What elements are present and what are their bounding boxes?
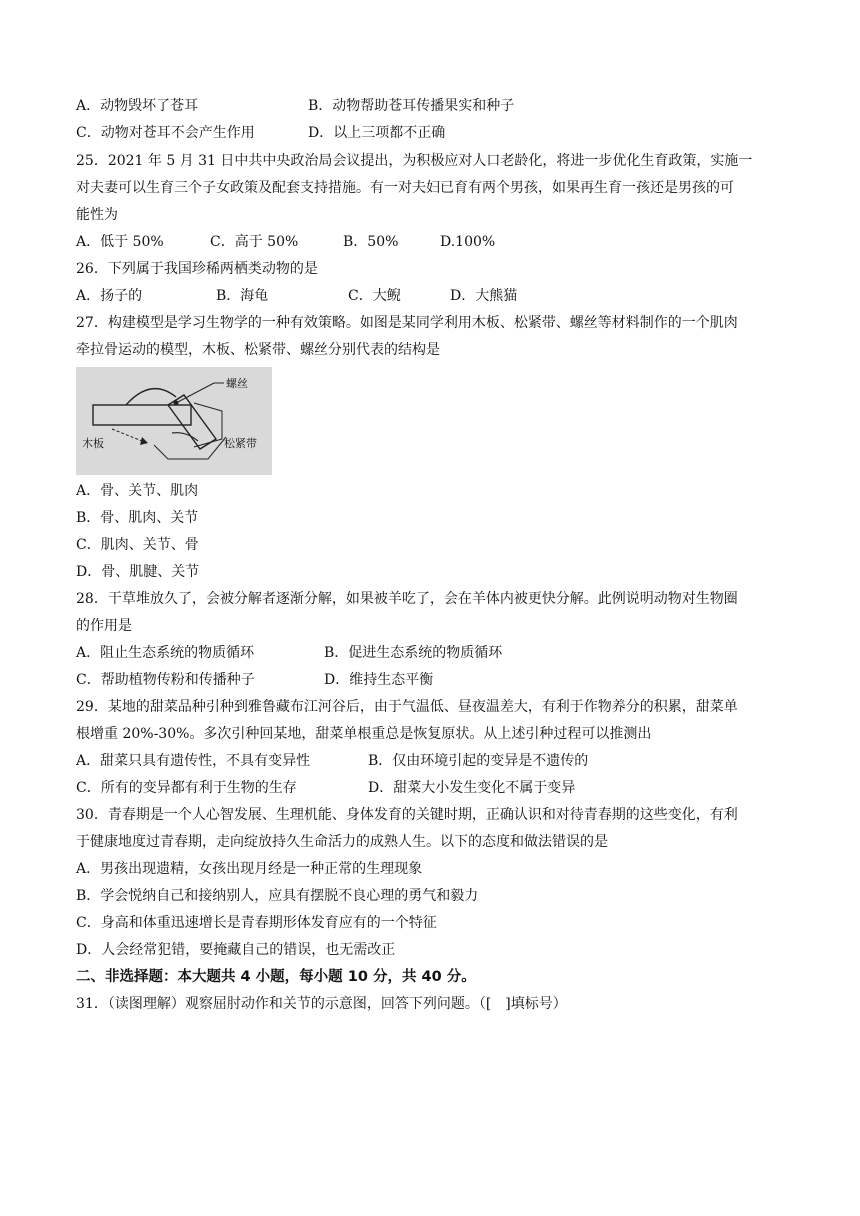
q27-stem-line-2: 牵拉骨运动的模型，木板、松紧带、螺丝分别代表的结构是 bbox=[76, 342, 440, 358]
q24-option-d: D．以上三项都不正确 bbox=[308, 125, 446, 141]
movement-path bbox=[112, 429, 142, 441]
q30-option-c: C．身高和体重迅速增长是青春期形体发育应有的一个特征 bbox=[76, 915, 437, 931]
q26-option-b: B．海龟 bbox=[216, 288, 269, 304]
q27-option-b: B．骨、肌肉、关节 bbox=[76, 510, 199, 526]
q26-option-a: A．扬子的 bbox=[76, 288, 143, 304]
board-horizontal bbox=[93, 405, 191, 425]
q28-stem-line-1: 28．干草堆放久了，会被分解者逐渐分解，如果被羊吃了，会在羊体内被更快分解。此例说明动物对生物圈 bbox=[76, 591, 738, 607]
q27-option-c: C．肌肉、关节、骨 bbox=[76, 537, 199, 553]
q27-stem-line-1: 27．构建模型是学习生物学的一种有效策略。如图是某同学利用木板、松紧带、螺丝等材料制作的一个肌肉 bbox=[76, 315, 738, 331]
q25-stem-line-1: 25．2021 年 5 月 31 日中共中央政治局会议提出，为积极应对人口老龄化，将进一步优化生育政策，实施一 bbox=[76, 153, 753, 169]
q25-option-a: A．低于 50% bbox=[76, 234, 164, 250]
muscle-model-diagram bbox=[76, 367, 272, 475]
q27-option-a: A．骨、关节、肌肉 bbox=[76, 483, 199, 499]
q25-option-b: B．50% bbox=[343, 234, 399, 250]
q25-stem-line-2: 对夫妻可以生育三个子女政策及配套支持措施。有一对夫妇已育有两个男孩，如果再生育一孩还是男孩的可 bbox=[76, 180, 734, 196]
q26-stem: 26．下列属于我国珍稀两栖类动物的是 bbox=[76, 261, 318, 277]
label-board: 木板 bbox=[82, 437, 104, 450]
q30-stem-line-2: 于健康地度过青春期，走向绽放持久生命活力的成熟人生。以下的态度和做法错误的是 bbox=[76, 834, 608, 850]
q25-option-d: D.100% bbox=[440, 234, 496, 250]
q28-stem-line-2: 的作用是 bbox=[76, 618, 132, 634]
q29-option-a: A．甜菜只具有遗传性，不具有变异性 bbox=[76, 753, 311, 769]
q29-stem-line-2: 根增重 20%-30%。多次引种回某地，甜菜单根重总是恢复原状。从上述引种过程可以推测出 bbox=[76, 726, 652, 742]
q28-option-a: A．阻止生态系统的物质循环 bbox=[76, 645, 255, 661]
q26-option-c: C．大鲵 bbox=[348, 288, 401, 304]
screw-leader bbox=[176, 383, 214, 403]
q27-option-d: D．骨、肌腱、关节 bbox=[76, 564, 200, 580]
q25-stem-line-3: 能性为 bbox=[76, 207, 118, 223]
q26-option-d: D．大熊猫 bbox=[450, 288, 518, 304]
q30-option-a: A．男孩出现遗精，女孩出现月经是一种正常的生理现象 bbox=[76, 861, 423, 877]
label-band: 松紧带 bbox=[224, 437, 257, 450]
section-2-heading: 二、非选择题：本大题共 4 小题，每小题 10 分，共 40 分。 bbox=[76, 969, 476, 985]
q28-option-c: C．帮助植物传粉和传播种子 bbox=[76, 672, 255, 688]
q29-stem-line-1: 29．某地的甜菜品种引种到雅鲁藏布江河谷后，由于气温低、昼夜温差大，有利于作物养分的积累，甜菜单 bbox=[76, 699, 738, 715]
q30-option-d: D．人会经常犯错，要掩藏自己的错误，也无需改正 bbox=[76, 942, 396, 958]
q24-option-b: B．动物帮助苍耳传播果实和种子 bbox=[308, 98, 515, 114]
q24-option-c: C．动物对苍耳不会产生作用 bbox=[76, 125, 255, 141]
q28-option-d: D．维持生态平衡 bbox=[324, 672, 434, 688]
q25-option-c: C．高于 50% bbox=[210, 234, 299, 250]
label-screw: 螺丝 bbox=[226, 377, 248, 390]
q28-option-b: B．促进生态系统的物质循环 bbox=[324, 645, 503, 661]
arrow-head-icon bbox=[140, 437, 148, 445]
q31-stem: 31．（读图理解）观察屈肘动作和关节的示意图，回答下列问题。（[ ]填标号） bbox=[76, 996, 567, 1012]
q29-option-c: C．所有的变异都有利于生物的生存 bbox=[76, 780, 297, 796]
q24-option-a: A．动物毁坏了苍耳 bbox=[76, 98, 199, 114]
elastic-band-arc bbox=[126, 389, 176, 405]
q30-stem-line-1: 30．青春期是一个人心智发展、生理机能、身体发育的关键时期，正确认识和对待青春期的这些变化，有利 bbox=[76, 807, 738, 823]
q30-option-b: B．学会悦纳自己和接纳别人，应具有摆脱不良心理的勇气和毅力 bbox=[76, 888, 479, 904]
muscle-model-figure bbox=[76, 367, 272, 475]
q29-option-d: D．甜菜大小发生变化不属于变异 bbox=[368, 780, 576, 796]
q29-option-b: B．仅由环境引起的变异是不遗传的 bbox=[368, 753, 589, 769]
